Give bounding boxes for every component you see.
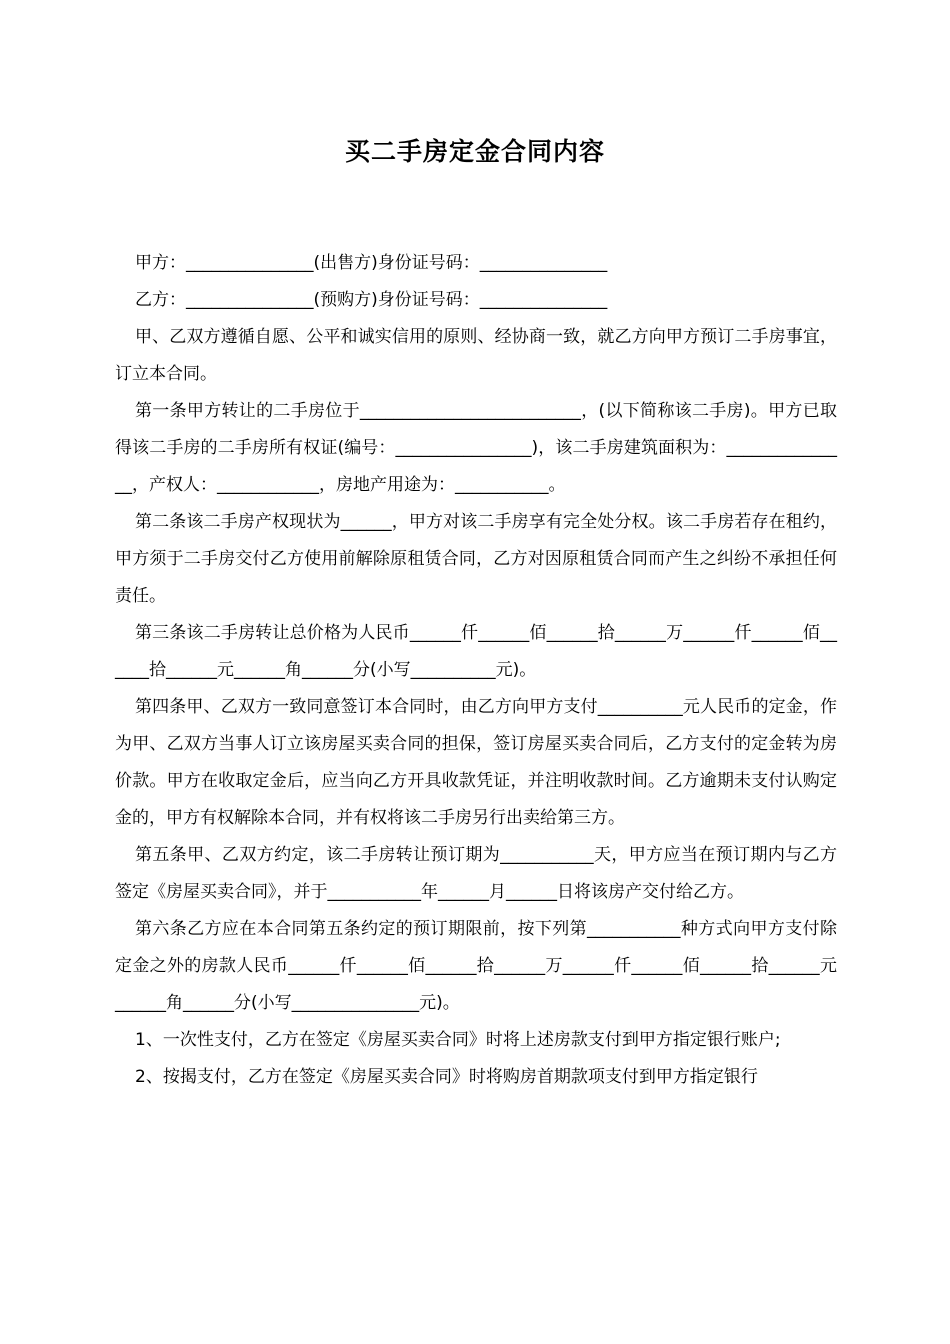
- article-5: 第五条甲、乙双方约定，该二手房转让预订期为___________天，甲方应当在预订期内与乙方签定《房屋买卖合同》，并于___________年______月______日将该房产交付给乙方。: [115, 845, 837, 902]
- article-3: 第三条该二手房转让总价格为人民币______仟______佰______拾______万______仟______佰______拾______元______角______分(小写__________元)。: [115, 623, 837, 680]
- article-4: 第四条甲、乙双方一致同意签订本合同时，由乙方向甲方支付__________元人民币的定金，作为甲、乙双方当事人订立该房屋买卖合同的担保，签订房屋买卖合同后，乙方支付的定金转为房价款。甲方在收取定金后，应当向乙方开具收款凭证，并注明收款时间。乙方逾期未支付认购定金的，甲方有权解除本合同，并有权将该二手房另行出卖给第三方。: [115, 697, 837, 828]
- payment-option-2: 2、按揭支付，乙方在签定《房屋买卖合同》时将购房首期款项支付到甲方指定银行: [135, 1067, 758, 1087]
- article-1: 第一条甲方转让的二手房位于__________________________，(以下简称该二手房)。甲方已取得该二手房的二手房所有权证(编号：________________)，该二手房建筑面积为：_______________，产权人：____________，房地产用途为：___________。: [115, 401, 837, 495]
- document-title: 买二手房定金合同内容: [344, 137, 605, 166]
- party-b-line: 乙方：_______________(预购方)身份证号码：_______________: [135, 290, 608, 310]
- preamble-paragraph: 甲、乙双方遵循自愿、公平和诚实信用的原则、经协商一致，就乙方向甲方预订二手房事宜，订立本合同。: [115, 327, 837, 384]
- article-2: 第二条该二手房产权现状为______，甲方对该二手房享有完全处分权。该二手房若存在租约，甲方须于二手房交付乙方使用前解除原租赁合同，乙方对因原租赁合同而产生之纠纷不承担任何责任。: [115, 512, 837, 606]
- party-a-line: 甲方：_______________(出售方)身份证号码：_______________: [135, 253, 608, 273]
- payment-option-1: 1、一次性支付，乙方在签定《房屋买卖合同》时将上述房款支付到甲方指定银行账户;: [135, 1030, 781, 1050]
- article-6: 第六条乙方应在本合同第五条约定的预订期限前，按下列第___________种方式向甲方支付除定金之外的房款人民币______仟______佰______拾______万______仟______佰______拾______元______角______分(小写_______________元)。: [115, 919, 837, 1013]
- document-body: [115, 245, 837, 1096]
